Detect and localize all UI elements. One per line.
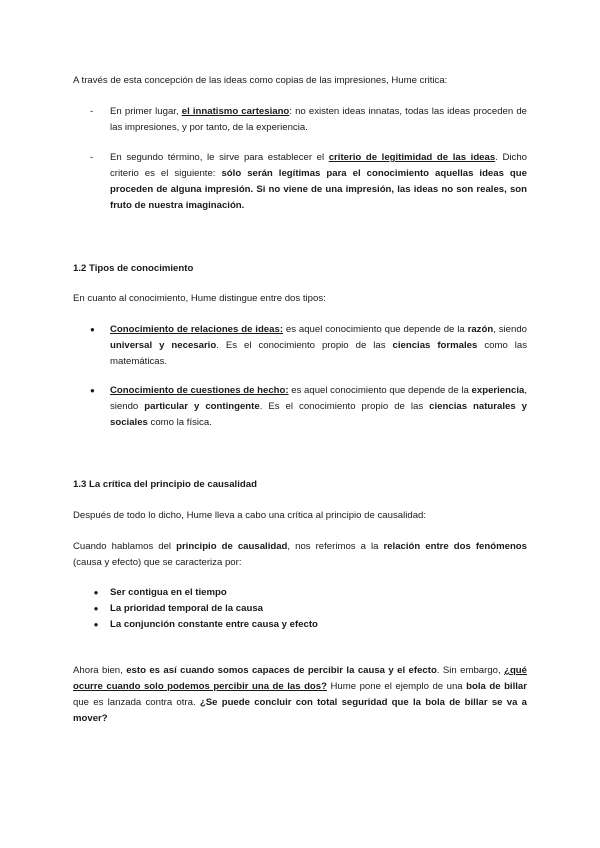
underlined-term: el innatismo cartesiano [181, 106, 290, 117]
list-item-prioridad: ● La prioridad temporal de la causa [110, 601, 527, 617]
list-item-cuestiones-hecho: ● Conocimiento de cuestiones de hecho: es aquel conocimiento que depende de la experiencia, siendo particular y contingente. Es el conocimiento propio de las ciencias naturales y sociales como la física. [90, 385, 528, 428]
billiard-paragraph: Ahora bien, esto es así cuando somos capaces de percibir la causa y el efecto. Sin embargo, ¿qué ocurre cuando solo podemos percibir una de las dos? Hume pone el ejemplo de una bola de billar que es lanzada contra otra. ¿Se puede concluir con total seguridad que la bola de billar se va a mover? [73, 665, 527, 724]
list-item-innatismo: - En primer lugar, el innatismo cartesiano: no existen ideas innatas, todas las ideas proceden de las impresiones, y por tanto, de la experiencia. [90, 106, 527, 133]
underlined-term: criterio de legitimidad de las ideas [328, 152, 496, 163]
causalidad-definition-paragraph: Cuando hablamos del principio de causalidad, nos referimos a la relación entre dos fenómenos (causa y efecto) que se caracteriza por: [73, 541, 527, 568]
bullet-marker: ● [90, 325, 95, 334]
list-item-contigua: ● Ser contigua en el tiempo [110, 585, 527, 601]
section-heading-causalidad: 1.3 La crítica del principio de causalidad [73, 479, 257, 490]
causalidad-intro-paragraph: Después de todo lo dicho, Hume lleva a cabo una crítica al principio de causalidad: [73, 510, 427, 521]
list-item-conjuncion: ● La conjunción constante entre causa y efecto [110, 617, 527, 633]
bullet-marker: ● [90, 386, 95, 395]
section-heading-tipos: 1.2 Tipos de conocimiento [73, 263, 194, 274]
underlined-question: ¿qué ocurre cuando solo podemos percibir una de las dos? [73, 665, 527, 692]
list-item-relaciones-ideas: ● Conocimiento de relaciones de ideas: es aquel conocimiento que depende de la razón, siendo universal y necesario. Es el conocimiento propio de las ciencias formales como las matemáticas. [90, 324, 528, 367]
bullet-marker: ● [93, 620, 99, 629]
bullet-marker: ● [93, 604, 99, 613]
list-item-criterio: - En segundo término, le sirve para establecer el criterio de legitimidad de las ideas. Dicho criterio es el siguiente: sólo serán legítimas para el conocimiento aquellas ideas que proceden de alguna impresión. Si no viene de una impresión, las ideas no son reales, son fruto de nuestra imaginación. [90, 152, 527, 211]
intro-paragraph: A través de esta concepción de las ideas como copias de las impresiones, Hume critica: [73, 75, 448, 86]
dash-marker: - [90, 152, 94, 163]
dash-marker: - [90, 106, 94, 117]
bullet-marker: ● [93, 588, 99, 597]
tipos-intro-paragraph: En cuanto al conocimiento, Hume distingue entre dos tipos: [73, 293, 326, 304]
